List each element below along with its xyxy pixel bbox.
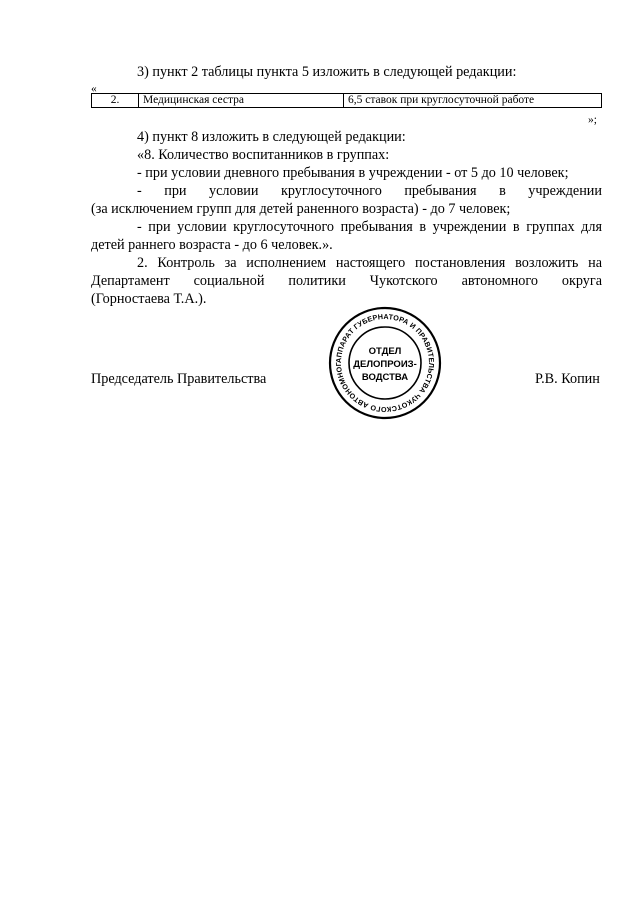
control-line1: 2. Контроль за исполнением настоящего постановления возложить на	[137, 255, 602, 271]
stamp-ring-text: АППАРАТ ГУБЕРНАТОРА И ПРАВИТЕЛЬСТВА ЧУКОТСКОГО АВТОНОМНОГ	[333, 311, 437, 415]
control-line2: Департамент социальной политики Чукотского автономного округа	[91, 273, 602, 289]
p8-early-line1: - при условии круглосуточного пребывания в учреждении в группах для	[137, 219, 602, 235]
office-stamp	[328, 306, 442, 420]
stamp-center-line: ДЕЛОПРОИЗ-	[353, 359, 417, 370]
row-position: Медицинская сестра	[139, 94, 344, 108]
signature-title: Председатель Правительства	[91, 371, 267, 387]
item4-intro: 4) пункт 8 изложить в следующей редакции:	[137, 129, 406, 145]
close-quote: »;	[588, 114, 597, 126]
p8-round-line1: - при условии круглосуточного пребывания в учреждении	[137, 183, 602, 199]
p8-day: - при условии дневного пребывания в учреждении - от 5 до 10 человек;	[137, 165, 569, 181]
signature-name: Р.В. Копин	[535, 371, 600, 387]
stamp-center-line: ОТДЕЛ	[368, 346, 402, 357]
p8-early-line2: детей раннего возраста - до 6 человек.».	[91, 237, 333, 253]
item3-intro: 3) пункт 2 таблицы пункта 5 изложить в следующей редакции:	[137, 64, 517, 80]
row-rate: 6,5 ставок при круглосуточной работе	[344, 94, 602, 108]
control-line3: (Горностаева Т.А.).	[91, 291, 207, 307]
row-number: 2.	[92, 94, 139, 108]
p8-round-line2: (за исключением групп для детей раненного возраста) - до 7 человек;	[91, 201, 511, 217]
open-quote: «	[91, 83, 97, 95]
stamp-center-line: ВОДСТВА	[361, 372, 409, 383]
p8-title: «8. Количество воспитанников в группах:	[137, 147, 390, 163]
table-row	[92, 94, 602, 108]
staff-table	[91, 93, 602, 108]
